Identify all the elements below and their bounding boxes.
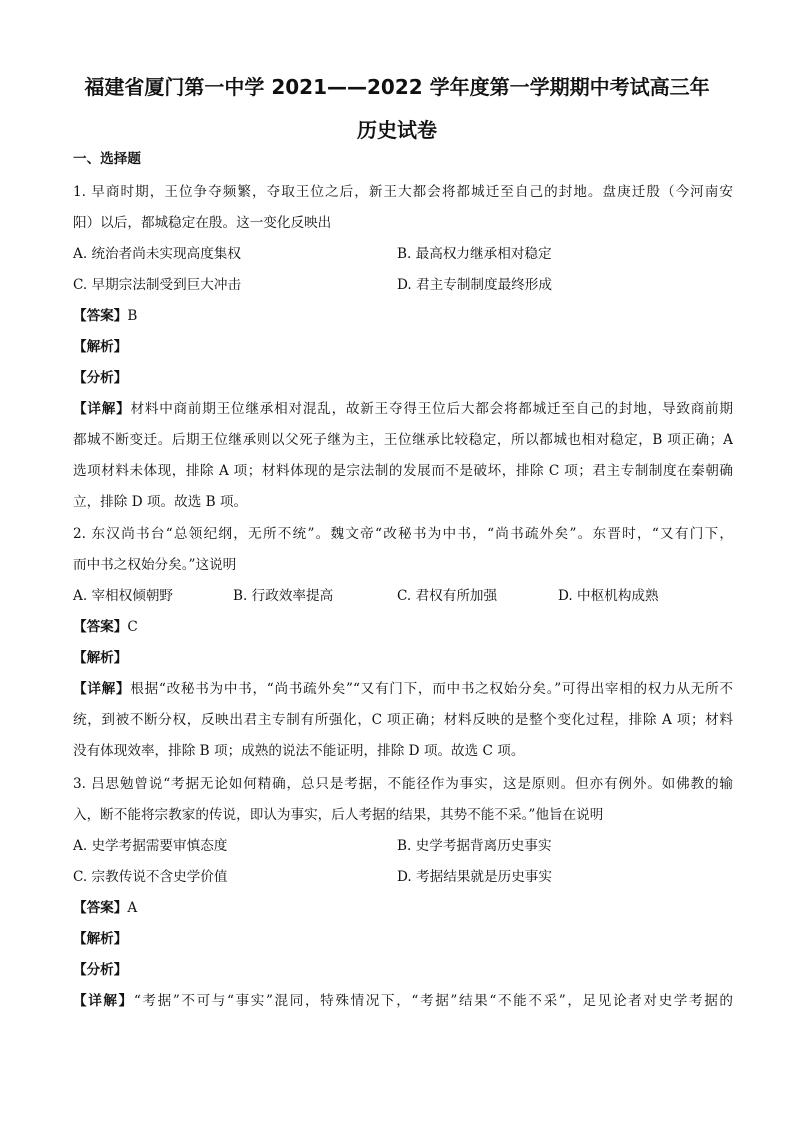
detail-tag: 【详解】 xyxy=(73,993,134,1009)
section-heading: 一、选择题 xyxy=(73,151,141,167)
q2-option-a: A. 宰相权倾朝野 xyxy=(73,588,174,604)
q1-detail-line-1 xyxy=(73,400,733,418)
q3-stem-line-1: 3. 吕思勉曾说“考据无论如何精确，总只是考据，不能径作为事实，这是原则。但亦有例外。如佛教的输 xyxy=(73,776,733,792)
q1-stem-line-2: 阳）以后，都城稳定在殷。这一变化反映出 xyxy=(73,215,332,231)
q1-detail-line-3: 选项材料未体现，排除 A 项；材料体现的是宗法制的发展而不是破坏，排除 C 项；君主专制制度在秦朝确 xyxy=(73,463,733,479)
q2-stem-line-2: 而中书之权始分矣。”这说明 xyxy=(73,557,237,573)
detail-text: “考据”不可与“事实”混同，特殊情况下，“考据”结果“不能不采”，足见论者对史学考据的 xyxy=(133,993,734,1009)
q1-option-d: D. 君主专制制度最终形成 xyxy=(397,277,552,293)
answer-value: A xyxy=(127,900,138,916)
q1-detail-line-2: 都城不断变迁。后期王位继承则以父死子继为主，王位继承比较稳定，所以都城也相对稳定，B 项正确；A xyxy=(73,432,733,448)
detail-text: 根据“改秘书为中书，“尚书疏外矣”“又有门下，而中书之权始分矣。”可得出宰相的权力从无所不 xyxy=(130,681,733,697)
q2-option-d: D. 中枢机构成熟 xyxy=(558,588,659,604)
detail-tag: 【详解】 xyxy=(73,681,131,697)
q1-detail-line-4: 立，排除 D 项。故选 B 项。 xyxy=(73,494,248,510)
q2-analysis-tag: 【解析】 xyxy=(73,650,128,666)
q1-option-a: A. 统治者尚未实现高度集权 xyxy=(73,246,241,262)
exam-subtitle: 历史试卷 xyxy=(357,118,437,142)
q3-detail-line-1 xyxy=(73,992,733,1010)
q2-option-b: B. 行政效率提高 xyxy=(233,588,334,604)
q1-stem-line-1: 1. 早商时期，王位争夺频繁，夺取王位之后，新王大都会将都城迁至自己的封地。盘庚迁殷（今河南安 xyxy=(73,184,733,200)
q2-detail-line-1 xyxy=(73,680,733,698)
q1-option-b: B. 最高权力继承相对稳定 xyxy=(397,246,552,262)
q2-option-c: C. 君权有所加强 xyxy=(397,588,498,604)
answer-value: C xyxy=(127,619,138,635)
answer-value: B xyxy=(127,308,138,324)
answer-tag: 【答案】 xyxy=(73,308,128,324)
answer-tag: 【答案】 xyxy=(73,619,128,635)
answer-tag: 【答案】 xyxy=(73,900,128,916)
q3-option-c: C. 宗教传说不含史学价值 xyxy=(73,869,228,885)
q3-answer xyxy=(73,899,733,917)
q3-stem-line-2: 入，断不能将宗教家的传说，即认为事实，后人考据的结果，其势不能不采。”他旨在说明 xyxy=(73,807,604,823)
q3-fenxi-tag: 【分析】 xyxy=(73,962,128,978)
q3-option-a: A. 史学考据需要审慎态度 xyxy=(73,838,228,854)
exam-title: 福建省厦门第一中学 2021——2022 学年度第一学期期中考试高三年 xyxy=(84,75,710,99)
detail-text: 材料中商前期王位继承相对混乱，故新王夺得王位后大都会将都城迁至自己的封地，导致商前期 xyxy=(130,401,734,417)
q3-analysis-tag: 【解析】 xyxy=(73,931,128,947)
q2-stem-line-1: 2. 东汉尚书台“总领纪纲，无所不统”。魏文帝“改秘书为中书，“尚书疏外矣”。东晋时，“又有门下， xyxy=(73,526,733,542)
q1-answer xyxy=(73,307,733,325)
q3-option-b: B. 史学考据背离历史事实 xyxy=(397,838,552,854)
detail-tag: 【详解】 xyxy=(73,401,131,417)
q1-option-c: C. 早期宗法制受到巨大冲击 xyxy=(73,277,242,293)
q1-fenxi-tag: 【分析】 xyxy=(73,370,128,386)
q1-analysis-tag: 【解析】 xyxy=(73,339,128,355)
q2-answer xyxy=(73,618,733,636)
q3-option-d: D. 考据结果就是历史事实 xyxy=(397,869,552,885)
q2-detail-line-3: 没有体现效率，排除 B 项；成熟的说法不能证明，排除 D 项。故选 C 项。 xyxy=(73,743,525,759)
q2-detail-line-2: 统，到被不断分权，反映出君主专制有所强化，C 项正确；材料反映的是整个变化过程，排除 A 项；材料 xyxy=(73,712,733,728)
